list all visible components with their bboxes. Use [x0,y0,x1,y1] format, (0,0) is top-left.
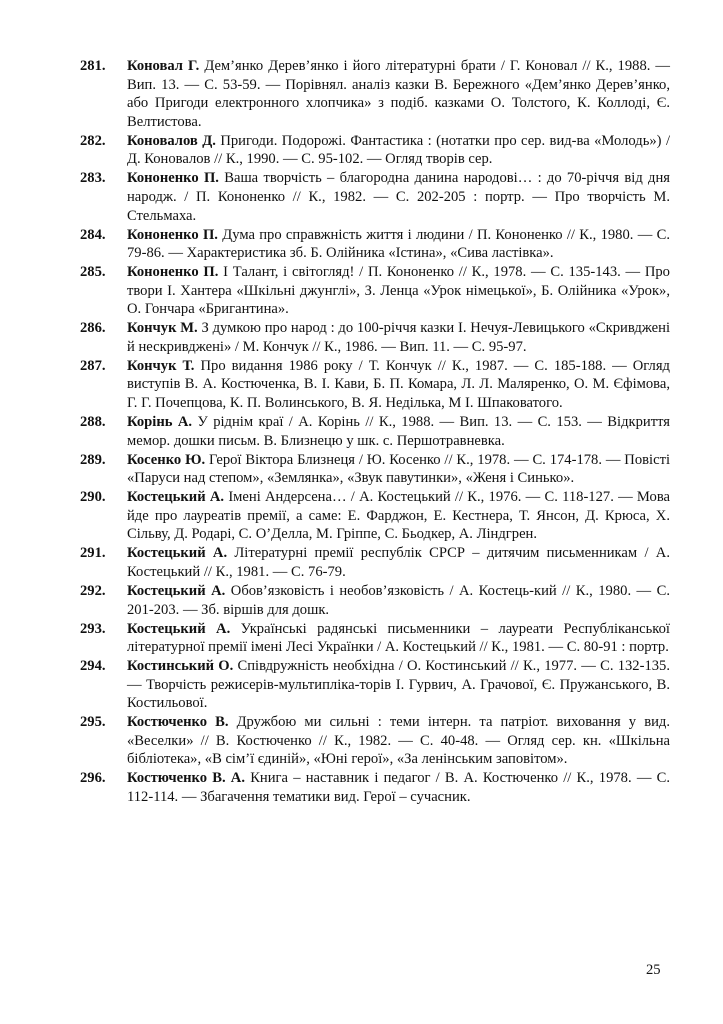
entry-author: Кончук Т. [127,357,195,374]
bibliography-entry [80,620,670,657]
entry-author: Костюченко В. [127,714,229,731]
entry-author: Кононенко П. [127,226,218,243]
entry-number: 294. [80,658,106,675]
entry-description: Про видання 1986 року / Т. Кончук // К., 1987. — С. 185-188. — Огляд виступів В. А. Костюченка, В. І. Кави, Б. П. Комара, Л. Л. Маляренко, О. М. Єфімова, Г. Г. Почепцова, К. П. Волинського, В. Я. Неділька, М І. Шпаковатого. [127,357,670,412]
entry-description: У ріднім краї / А. Корінь // К., 1988. — Вип. 13. — С. 153. — Відкриття мемор. дошки письм. В. Близнецю у шк. с. Першотравневка. [127,414,670,449]
entry-number: 284. [80,226,106,243]
entry-number: 292. [80,582,106,599]
entry-number: 285. [80,264,106,281]
entry-description: І Талант, і світогляд! / П. Кононенко // К., 1978. — С. 135-143. — Про твори І. Хантера «Шкільні джунглі», З. Ленца «Урок німецької», Б. Олійника «Урок», О. Гончара «Бригантина». [127,264,670,318]
entry-number: 295. [80,714,106,731]
entry-author: Коновалов Д. [127,132,216,149]
bibliography-entry [80,713,670,769]
entry-description: Українські радянські письменники – лауреати Республіканської літературної премії імені Лесі Українки / А. Костецький // К., 1981. — С. 80-91 : портр. [127,620,670,656]
entry-author: Кончук М. [127,320,198,337]
entry-description: Співдружність необхідна / О. Костинський // К., 1977. — С. 132-135. — Творчість режисерів-мультипліка-торів І. Гурвич, А. Грачової, Є. Пружанського, В. Костильової. [127,658,670,712]
entry-author: Костецький А. [127,582,226,599]
entry-number: 286. [80,320,106,337]
entry-number: 281. [80,58,106,74]
entry-author: Корінь А. [127,414,193,431]
bibliography-entry [80,657,670,713]
entry-author: Костюченко В. А. [127,770,245,787]
bibliography-entry [80,582,670,619]
entry-description: Обов’язковість і необов’язковість / А. Костець-кий // К., 1980. — С. 201-203. — Зб. віршів для дошк. [127,582,671,618]
entry-description: Герої Віктора Близнеця / Ю. Косенко // К., 1978. — С. 174-178. — Повісті «Паруси над степом», «Землянка», «Звук павутинки», «Женя і Синько». [127,451,670,487]
entry-author: Кононенко П. [127,264,219,281]
entry-description: Дружбою ми сильні : теми інтерн. та патріот. виховання у вид. «Веселки» // В. Костюченко // К., 1982. — С. 40-48. — Огляд сер. кн. «Шкільна бібліотека», «В сім’ї єдиній», «Юні герої», «За ленінським заповітом». [127,714,670,768]
entry-description: Імені Андерсена… / А. Костецький // К., 1976. — С. 118-127. — Мова йде про лауреатів премії, а саме: Е. Фарджон, Е. Кестнера, Т. Янсон, Д. Крюса, Х. Сільву, Д. Родарі, С. О’Делла, М. Гріппе, С. Бьодкер, А. Ліндгрен. [127,489,671,543]
entry-author: Косенко Ю. [127,451,206,468]
bibliography-list [80,57,670,807]
entry-description: Пригоди. Подорожі. Фантастика : (нотатки про сер. вид-ва «Молодь») / Д. Коновалов // К., 1990. — С. 95-102. — Огляд творів сер. [127,132,671,168]
entry-author: Коновал Г. [127,58,200,74]
bibliography-entry [80,488,670,544]
entry-number: 288. [80,414,106,431]
entry-author: Костецький А. [127,489,225,506]
entry-number: 293. [80,620,106,637]
bibliography-entry [80,769,670,806]
bibliography-entry [80,544,670,581]
entry-description: Дума про справжність життя і людини / П. Кононенко // К., 1980. — С. 79-86. — Характеристика зб. Б. Олійника «Істина», «Сива ластівка». [127,226,670,262]
bibliography-entry [80,226,670,263]
entry-number: 283. [80,170,106,187]
bibliography-entry [80,319,670,356]
entry-number: 291. [80,545,106,562]
entry-author: Костинський О. [127,658,234,675]
entry-number: 290. [80,489,106,506]
bibliography-entry [80,357,670,413]
entry-number: 282. [80,132,106,149]
entry-description: Дем’янко Дерев’янко і його літературні брати / Г. Коновал // К., 1988. — Вип. 13. — С. 53-59. — Порівнял. аналіз казки В. Бережного «Дем’янко Дерев’янко, або Пригоди електронного хлопчика» з подіб. казками О. Толстого, К. Коллоді, Є. Велтистова. [127,58,670,130]
bibliography-entry [80,169,670,225]
entry-author: Костецький А. [127,545,228,562]
entry-description: Книга – наставник і педагог / В. А. Костюченко // К., 1978. — С. 112-114. — Збагачення тематики вид. Герої – сучасник. [127,770,670,806]
entry-author: Кононенко П. [127,170,219,187]
entry-description: Літературні премії республік СРСР – дитячим письменникам / А. Костецький // К., 1981. — С. 76-79. [127,545,670,580]
bibliography-entry [80,263,670,319]
entry-description: З думкою про народ : до 100-річчя казки І. Нечуя-Левицького «Скривджені й нескривджені» / М. Кончук // К., 1986. — Вип. 11. — С. 95-97. [127,320,671,355]
bibliography-entry [80,57,670,131]
bibliography-entry [80,451,670,488]
entry-author: Костецький А. [127,620,231,637]
entry-number: 296. [80,770,106,787]
bibliography-entry [80,413,670,450]
bibliography-entry [80,132,670,169]
entry-number: 287. [80,357,106,374]
entry-number: 289. [80,451,106,468]
entry-description: Ваша творчість – благородна данина народові… : до 70-річчя від дня народж. / П. Кононенко // К., 1982. — С. 202-205 : портр. — Про творчість М. Стельмаха. [127,170,670,224]
page-number: 25 [646,962,661,978]
